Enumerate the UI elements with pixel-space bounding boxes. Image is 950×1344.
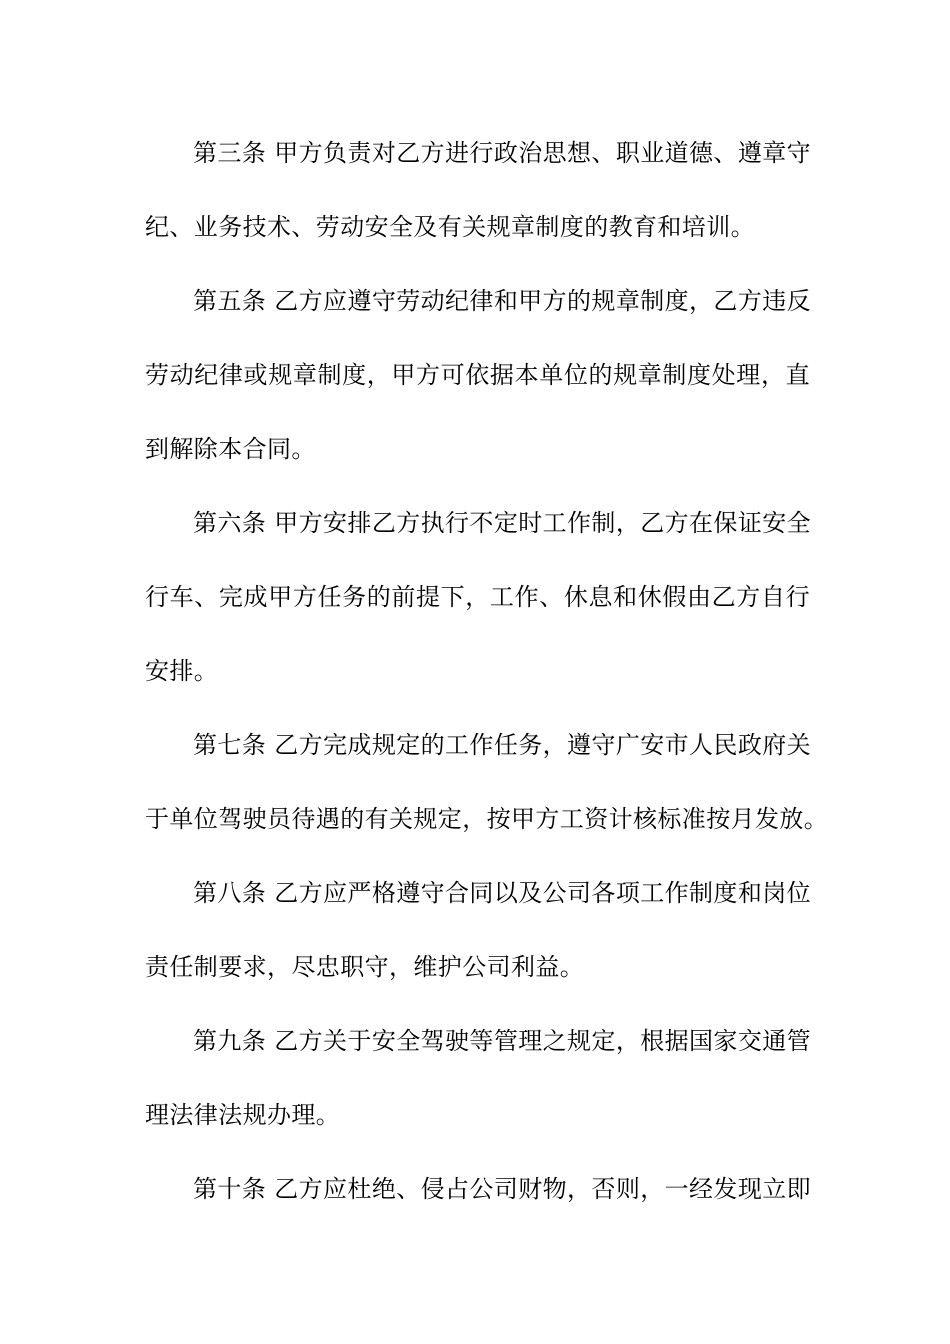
article-6-line-1: 第六条 甲方安排乙方执行不定时工作制，乙方在保证安全	[193, 509, 812, 537]
article-10-line-1: 第十条 乙方应杜绝、侵占公司财物，否则，一经发现立即	[193, 1175, 812, 1203]
article-6-line-2: 行车、完成甲方任务的前提下，工作、休息和休假由乙方自行	[145, 583, 810, 611]
article-6-line-3: 安排。	[145, 657, 219, 685]
article-5-line-3: 到解除本合同。	[145, 435, 316, 463]
article-5-line-1: 第五条 乙方应遵守劳动纪律和甲方的规章制度，乙方违反	[193, 287, 812, 315]
article-3-line-2: 纪、业务技术、劳动安全及有关规章制度的教育和培训。	[145, 213, 755, 241]
article-7-line-2: 于单位驾驶员待遇的有关规定，按甲方工资计核标准按月发放。	[145, 805, 829, 833]
article-9-line-1: 第九条 乙方关于安全驾驶等管理之规定，根据国家交通管	[193, 1027, 812, 1055]
document-body	[145, 128, 829, 1238]
article-9-line-2: 理法律法规办理。	[145, 1101, 341, 1129]
article-8-line-2: 责任制要求，尽忠职守，维护公司利益。	[145, 953, 585, 981]
article-5-line-2: 劳动纪律或规章制度，甲方可依据本单位的规章制度处理，直	[145, 361, 810, 389]
article-3-line-1: 第三条 甲方负责对乙方进行政治思想、职业道德、遵章守	[193, 139, 812, 167]
article-8-line-1: 第八条 乙方应严格遵守合同以及公司各项工作制度和岗位	[193, 879, 812, 907]
article-7-line-1: 第七条 乙方完成规定的工作任务，遵守广安市人民政府关	[193, 731, 812, 759]
